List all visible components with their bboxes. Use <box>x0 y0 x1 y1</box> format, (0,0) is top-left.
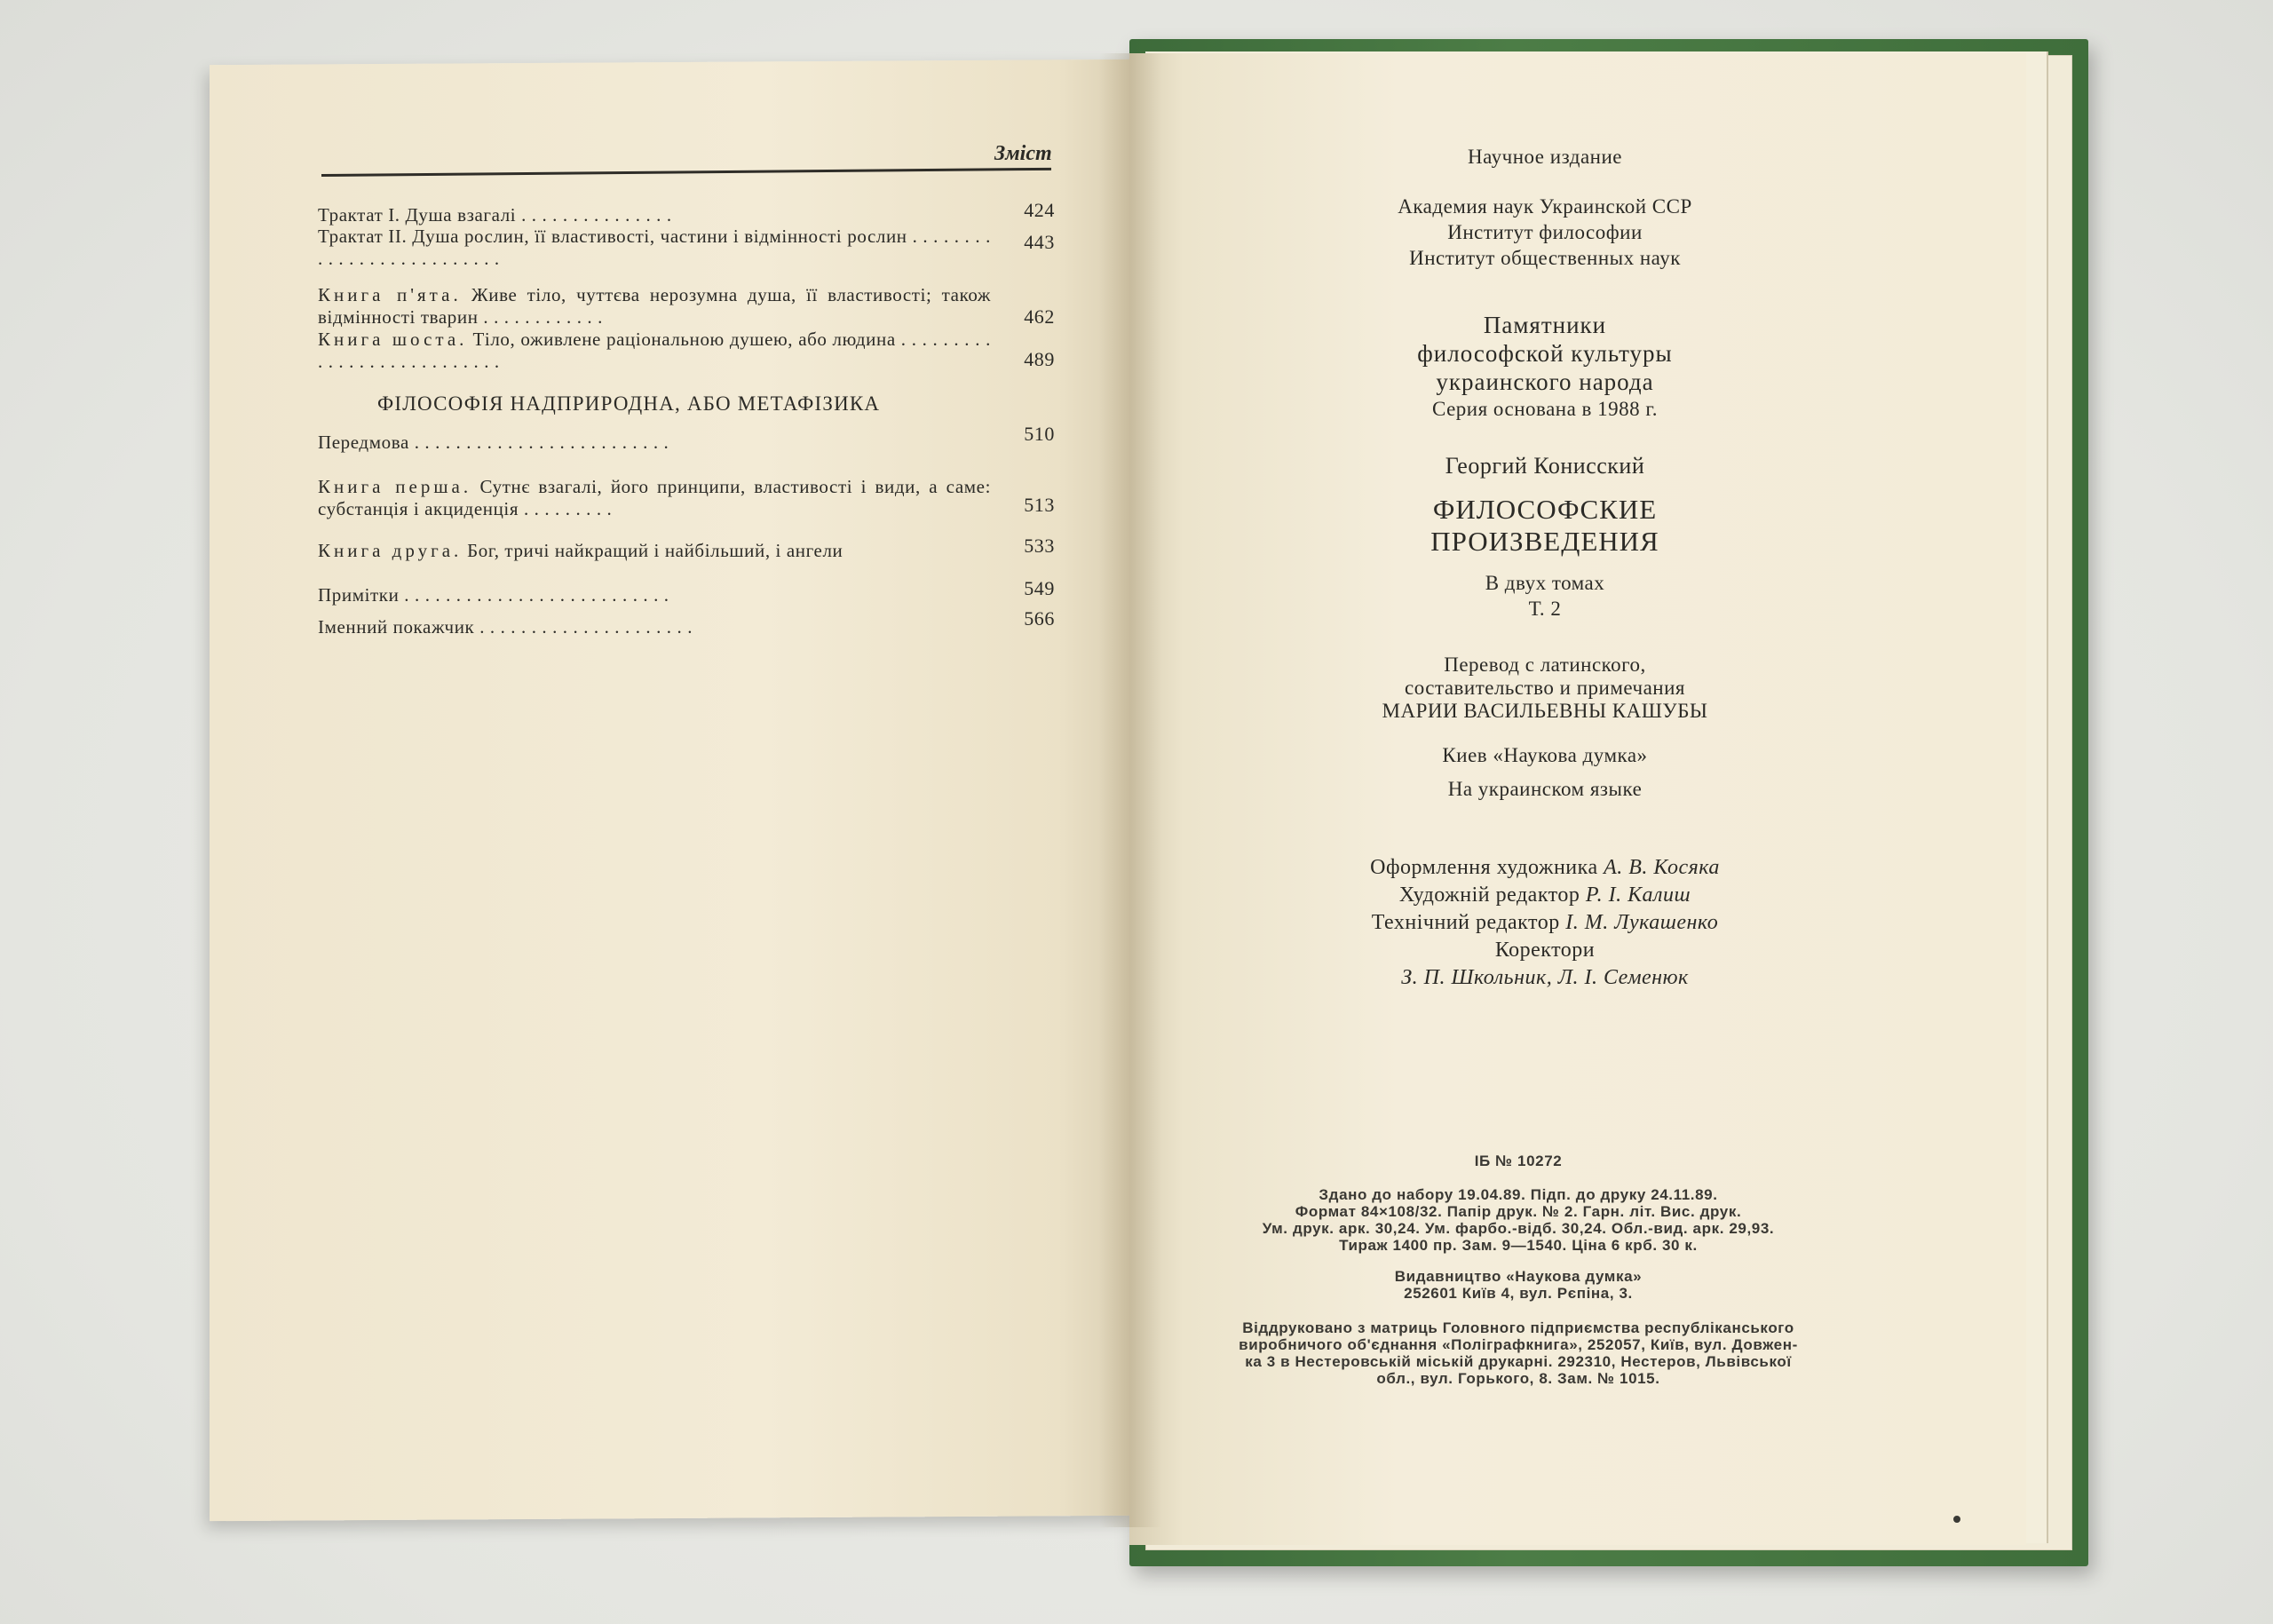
volumes-count: В двух томах <box>1485 572 1605 594</box>
series-title: украинского народа <box>1436 368 1654 395</box>
toc-entry-title: Іменний покажчик . . . . . . . . . . . . . . . . . . . . . <box>318 616 693 638</box>
imprint-printer <box>1199 1319 1838 1387</box>
credit-role: Коректори <box>1494 939 1596 962</box>
credit-line <box>1279 909 1811 937</box>
imprint-line: Віддруковано з матриць Головного підприємства республіканського <box>1242 1319 1794 1336</box>
institute-name: Институт общественных наук <box>1409 247 1681 269</box>
title-page-edition <box>1279 144 1811 170</box>
series-founded: Серия основана в 1988 г. <box>1431 398 1659 420</box>
book-title: ФИЛОСОФСКИЕ <box>1432 494 1658 525</box>
toc-entry <box>318 284 1055 329</box>
imprint-line: Ум. друк. арк. 30,24. Ум. фарбо.-відб. 30,24. Обл.-вид. арк. 29,93. <box>1262 1220 1775 1237</box>
imprint-line: Здано до набору 19.04.89. Підп. до друку 24.11.89. <box>1319 1186 1718 1203</box>
edition-type: Научное издание <box>1468 146 1622 168</box>
imprint-ib <box>1199 1153 1838 1169</box>
toc-entry-title <box>318 476 991 520</box>
imprint-line: Видавництво «Наукова думка» <box>1394 1268 1643 1285</box>
series-title: Памятники <box>1483 312 1607 338</box>
credit-line <box>1279 937 1811 964</box>
imprint-line: виробничого об'єднання «Поліграфкнига», 252057, Київ, вул. Довжен- <box>1239 1336 1798 1353</box>
toc-entry-title-rest: Тіло, оживлене раціональною душею, або людина . . . . . . . . . . . . . . . . . . . . . . . . . . . <box>318 329 991 372</box>
imprint-technical <box>1199 1186 1838 1254</box>
toc-entry-page: 549 <box>1024 577 1055 599</box>
credit-role: Художній редактор <box>1398 883 1586 907</box>
series-title: философской культуры <box>1417 340 1673 367</box>
credit-line <box>1279 964 1811 992</box>
toc-entry-page: 424 <box>1024 199 1055 221</box>
book-title: ПРОИЗВЕДЕНИЯ <box>1430 526 1659 557</box>
toc-entry-title: Трактат II. Душа рослин, її властивості, частини і відмінності рослин . . . . . . . . . . . . . . . . . . . . . . . . . . <box>318 226 991 269</box>
title-page-author <box>1279 453 1811 479</box>
toc-entry <box>318 329 1055 373</box>
credit-role: Оформлення художника <box>1370 856 1604 879</box>
toc-entry <box>318 535 1055 562</box>
title-page-volume <box>1279 570 1811 622</box>
toc-entry <box>318 199 1055 226</box>
toc-entry-title <box>318 540 991 562</box>
imprint-line: 252601 Київ 4, вул. Рєпіна, 3. <box>1404 1285 1633 1302</box>
institute-name: Институт философии <box>1447 221 1643 243</box>
imprint-line: ка 3 в Нестеровській міській друкарні. 292310, Нестеров, Львівської <box>1245 1353 1792 1370</box>
title-page-translation <box>1279 654 1811 723</box>
title-page-language <box>1279 776 1811 802</box>
toc-entry <box>318 423 1055 454</box>
toc-entry-page: 533 <box>1024 535 1055 557</box>
translation-line: Перевод с латинского, <box>1444 654 1646 676</box>
toc-entry-title: Примітки . . . . . . . . . . . . . . . . . . . . . . . . . . <box>318 584 669 606</box>
toc-entry-title-rest: Бог, тричі найкращий і найбільший, і ангели <box>462 540 843 561</box>
toc-section-title: ФІЛОСОФІЯ НАДПРИРОДНА, АБО МЕТАФІЗИКА <box>377 392 881 415</box>
publication-language: На украинском языке <box>1447 778 1643 800</box>
credit-person: З. П. Школьник, Л. І. Семенюк <box>1401 966 1689 989</box>
credits <box>1279 854 1811 992</box>
ib-number: ІБ № 10272 <box>1474 1153 1563 1169</box>
toc-header: Зміст <box>994 142 1052 165</box>
translation-line: составительство и примечания <box>1405 677 1685 699</box>
toc-entry-book-label: Книга друга. <box>318 540 463 561</box>
left-page <box>210 59 1133 1521</box>
imprint-line: Тираж 1400 пр. Зам. 9—1540. Ціна 6 крб. 30 к. <box>1339 1237 1698 1254</box>
toc-entry-book-label: Книга перша. <box>318 476 472 497</box>
toc-entry-title: Передмова . . . . . . . . . . . . . . . . . . . . . . . . . <box>318 432 669 453</box>
imprint-line: Формат 84×108/32. Папір друк. № 2. Гарн. літ. Вис. друк. <box>1295 1203 1742 1220</box>
credit-person: А. В. Косяка <box>1604 856 1720 879</box>
toc-entry-title <box>318 284 991 329</box>
toc-entry-page: 566 <box>1024 607 1055 630</box>
toc-entry-title-rest: Сутнє взагалі, його принципи, властивості і види, а саме: субстанція і акциденція . . . . . . . . . <box>318 476 991 519</box>
imprint-line: обл., вул. Горького, 8. Зам. № 1015. <box>1376 1370 1660 1387</box>
translator-name: МАРИИ ВАСИЛЬЕВНЫ КАШУБЫ <box>1382 700 1708 722</box>
paper-speck <box>1953 1516 1960 1523</box>
toc-entry-title-rest: Живе тіло, чуттєва нерозумна душа, її властивості; також відмінності тварин . . . . . . . . . . . . <box>318 284 992 328</box>
credit-person: І. М. Лукашенко <box>1565 911 1719 934</box>
toc-entry-page: 510 <box>1024 423 1055 445</box>
credit-line <box>1279 854 1811 882</box>
toc-entry <box>318 607 1055 638</box>
credit-person: Р. І. Калиш <box>1585 883 1691 907</box>
toc-entry <box>318 577 1055 606</box>
toc-entry-page: 489 <box>1024 348 1055 370</box>
academy-name: Академия наук Украинской ССР <box>1398 195 1692 218</box>
title-page-title <box>1279 494 1811 558</box>
author-name: Георгий Конисский <box>1445 453 1645 479</box>
title-page-series <box>1279 311 1811 422</box>
toc-entry-page: 443 <box>1024 231 1055 253</box>
toc-entry-page: 513 <box>1024 494 1055 516</box>
toc-entry-book-label: Книга шоста. <box>318 329 468 350</box>
toc-entry-title: Трактат І. Душа взагалі . . . . . . . . . . . . . . . <box>318 204 672 226</box>
volume-number: Т. 2 <box>1528 598 1562 620</box>
credit-line <box>1279 882 1811 909</box>
toc-entry-book-label: Книга п'ята. <box>318 284 462 305</box>
title-page-institution <box>1279 194 1811 271</box>
toc-entry <box>318 226 1055 270</box>
book-gutter <box>1099 53 1161 1527</box>
toc-entry-title <box>318 329 991 373</box>
credit-role: Технічний редактор <box>1371 911 1566 934</box>
publisher-city: Киев «Наукова думка» <box>1442 744 1648 766</box>
imprint-publisher <box>1199 1268 1838 1302</box>
toc-entry <box>318 476 1055 520</box>
toc-entry-page: 462 <box>1024 305 1055 328</box>
title-page-publisher <box>1279 742 1811 768</box>
